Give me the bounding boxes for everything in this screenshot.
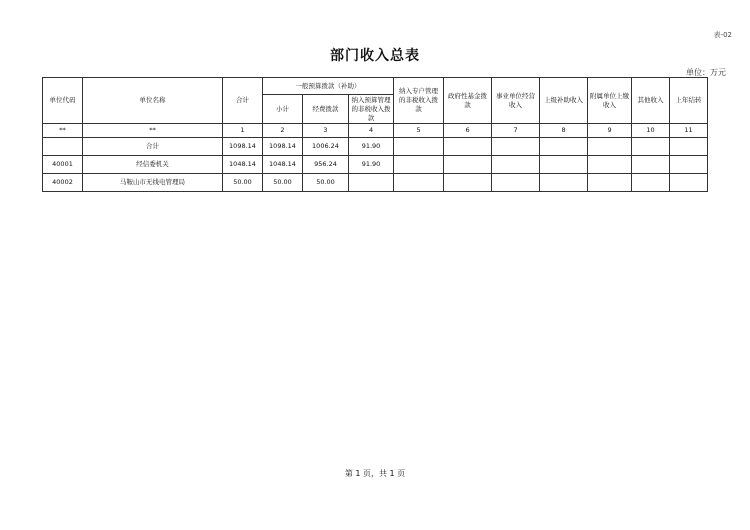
- col-special-fund: 纳入专户管理的非税收入拨款: [394, 78, 444, 124]
- index-cell: **: [43, 124, 83, 138]
- col-superior-subsidy: 上级补助收入: [540, 78, 588, 124]
- col-affiliated-income: 附属单位上缴收入: [588, 78, 632, 124]
- index-cell: 10: [632, 124, 670, 138]
- index-cell: 4: [349, 124, 394, 138]
- col-unit-name: 单位名称: [83, 78, 223, 124]
- index-cell: 2: [263, 124, 303, 138]
- index-cell: 9: [588, 124, 632, 138]
- col-nontax-income: 纳入预算管理的非税收入拨款: [349, 95, 394, 124]
- cell-name: 马鞍山市无线电管理局: [83, 174, 223, 192]
- cell-total: 50.00: [223, 174, 263, 192]
- cell-total: 1098.14: [223, 138, 263, 156]
- unit-label: 单位：万元: [686, 68, 726, 77]
- col-institution-income: 事业单位经营收入: [492, 78, 540, 124]
- cell-nontax: 91.90: [349, 138, 394, 156]
- index-cell: 3: [303, 124, 349, 138]
- cell-code: [43, 138, 83, 156]
- header-row-1: [43, 78, 708, 95]
- cell-funds: 50.00: [303, 174, 349, 192]
- page-footer: 第 1 页，共 1 页: [344, 469, 406, 478]
- document-code: 表-02: [713, 31, 732, 39]
- index-cell: 6: [444, 124, 492, 138]
- cell-subtotal: 1098.14: [263, 138, 303, 156]
- index-cell: 8: [540, 124, 588, 138]
- cell-code: 40002: [43, 174, 83, 192]
- cell-funds: 956.24: [303, 156, 349, 174]
- col-other-income: 其他收入: [632, 78, 670, 124]
- cell-nontax: [349, 174, 394, 192]
- index-cell: 11: [670, 124, 708, 138]
- table-row: [43, 156, 708, 174]
- table-row: [43, 174, 708, 192]
- col-carryover: 上年结转: [670, 78, 708, 124]
- table-row: [43, 138, 708, 156]
- cell-name: 经信委机关: [83, 156, 223, 174]
- cell-code: 40001: [43, 156, 83, 174]
- index-cell: 1: [223, 124, 263, 138]
- page-title: 部门收入总表: [330, 48, 420, 64]
- index-cell: 5: [394, 124, 444, 138]
- index-cell: **: [83, 124, 223, 138]
- cell-nontax: 91.90: [349, 156, 394, 174]
- cell-funds: 1006.24: [303, 138, 349, 156]
- income-summary-table: [42, 77, 708, 192]
- index-cell: 7: [492, 124, 540, 138]
- col-unit-code: 单位代码: [43, 78, 83, 124]
- cell-subtotal: 50.00: [263, 174, 303, 192]
- col-operating-funds: 经费拨款: [303, 95, 349, 124]
- cell-total: 1048.14: [223, 156, 263, 174]
- col-gov-fund: 政府性基金拨款: [444, 78, 492, 124]
- col-subtotal: 小计: [263, 95, 303, 124]
- col-total: 合计: [223, 78, 263, 124]
- cell-subtotal: 1048.14: [263, 156, 303, 174]
- col-general-budget: 一般预算拨款（补助）: [263, 78, 394, 95]
- index-row: [43, 124, 708, 138]
- cell-name: 合计: [83, 138, 223, 156]
